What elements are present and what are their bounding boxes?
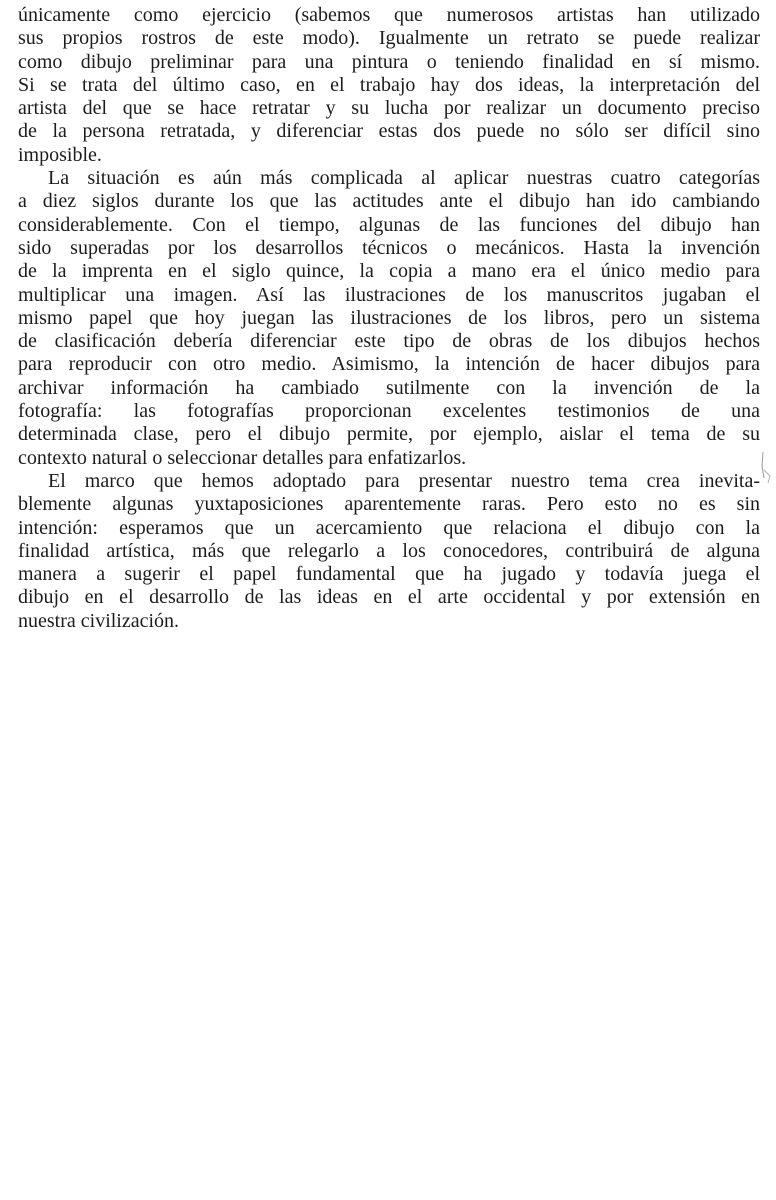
paragraph-2 (18, 167, 760, 470)
text-line: intención: esperamos que un acercamiento que relaciona el dibujo con la (18, 516, 760, 539)
text-line: mismo papel que hoy juegan las ilustraciones de los libros, pero un sistema (18, 306, 760, 329)
text-line: sido superadas por los desarrollos técnicos o mecánicos. Hasta la invención (18, 236, 760, 259)
text-line: finalidad artística, más que relegarlo a los conocedores, contribuirá de alguna (18, 539, 760, 562)
text-line: artista del que se hace retratar y su lucha por realizar un documento preciso (18, 97, 760, 120)
text-line: dibujo en el desarrollo de las ideas en el arte occidental y por extensión en (18, 586, 760, 609)
text-line: blemente algunas yuxtaposiciones aparentemente raras. Pero esto no es sin (18, 493, 760, 516)
text-line: únicamente como ejercicio (sabemos que numerosos artistas han utilizado (18, 4, 760, 26)
text-line: archivar información ha cambiado sutilmente con la invención de la (18, 376, 760, 399)
text-line: de la persona retratada, y diferenciar estas dos puede no sólo ser difícil sino (18, 120, 760, 143)
text-line: contexto natural o seleccionar detalles para enfatizarlos. (18, 446, 467, 469)
text-line: de la imprenta en el siglo quince, la copia a mano era el único medio para (18, 260, 760, 283)
paragraph-1 (18, 4, 760, 167)
text-line: determinada clase, pero el dibujo permite, por ejemplo, aislar el tema de su (18, 423, 760, 446)
paragraph-3 (18, 470, 760, 633)
text-line: considerablemente. Con el tiempo, algunas de las funciones del dibujo han (18, 213, 760, 236)
text-line: sus propios rostros de este modo). Igualmente un retrato se puede realizar (18, 27, 760, 50)
text-line: El marco que hemos adoptado para presentar nuestro tema crea inevita- (48, 469, 760, 492)
text-line: Si se trata del último caso, en el trabajo hay dos ideas, la interpretación del (18, 73, 760, 96)
text-line: nuestra civilización. (18, 609, 180, 632)
margin-pencil-mark (760, 450, 772, 486)
body-text (18, 4, 760, 633)
text-line: de clasificación debería diferenciar este tipo de obras de los dibujos hechos (18, 330, 760, 353)
text-line: fotografía: las fotografías proporcionan excelentes testimonios de una (18, 400, 760, 423)
text-line: para reproducir con otro medio. Asimismo, la intención de hacer dibujos para (18, 353, 760, 376)
text-line: a diez siglos durante los que las actitudes ante el dibujo han ido cambiando (18, 190, 760, 213)
text-line: imposible. (18, 143, 102, 166)
text-line: manera a sugerir el papel fundamental que ha jugado y todavía juega el (18, 563, 760, 586)
text-line: como dibujo preliminar para una pintura o teniendo finalidad en sí mismo. (18, 50, 760, 73)
text-line: multiplicar una imagen. Así las ilustraciones de los manuscritos jugaban el (18, 283, 760, 306)
text-line: La situación es aún más complicada al aplicar nuestras cuatro categorías (48, 167, 760, 190)
